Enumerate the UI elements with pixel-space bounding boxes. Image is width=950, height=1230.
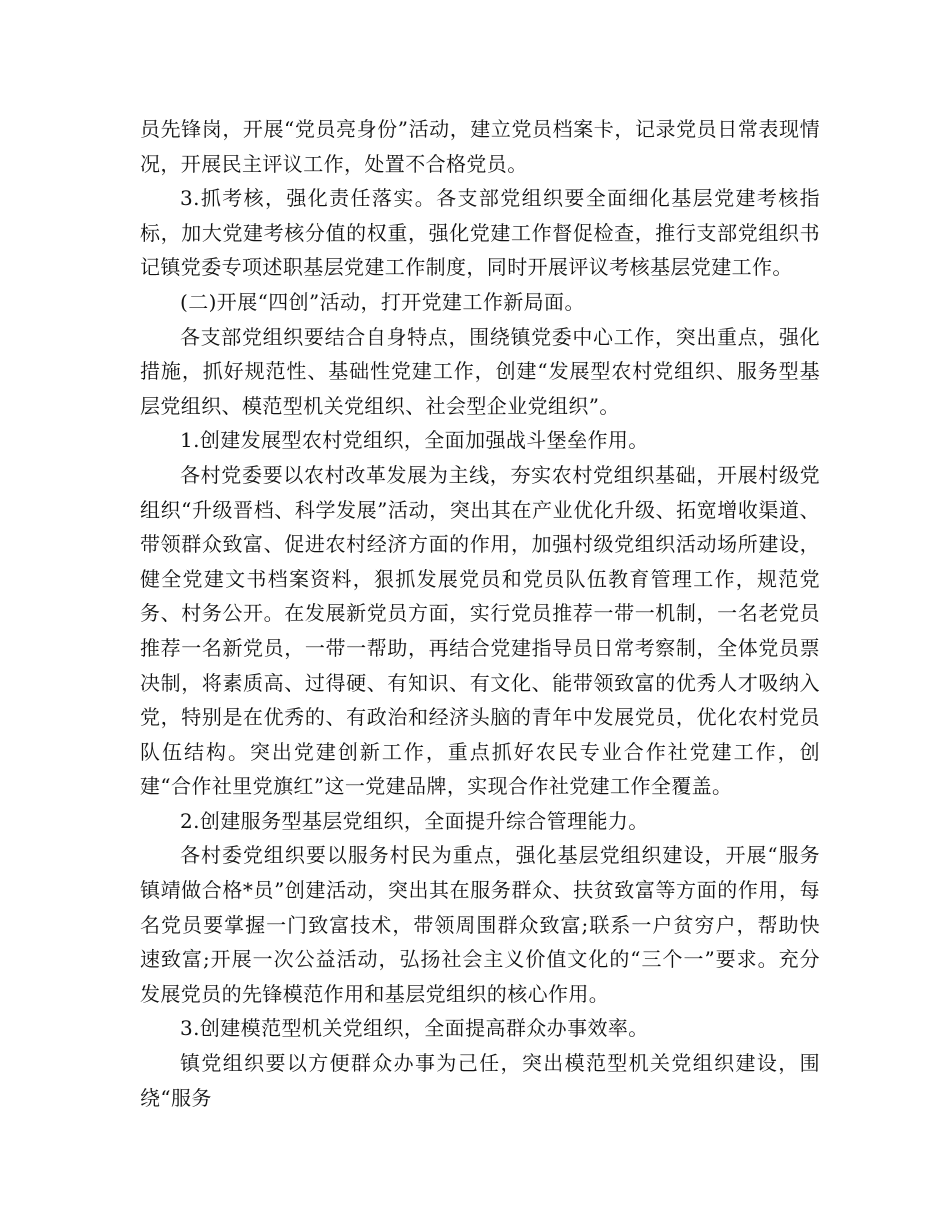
paragraph: 各村党委要以农村改革发展为主线，夯实农村党组织基础，开展村级党组织“升级晋档、科学发展”活动，突出其在产业优化升级、拓宽增收渠道、带领群众致富、促进农村经济方面的作用，加强村级党组织活动场所建设，健全党建文书档案资料，狠抓发展党员和党员队伍教育管理工作，规范党务、村务公开。在发展新党员方面，实行党员推荐一带一机制，一名老党员推荐一名新党员，一带一帮助，再结合党建指导员日常考察制，全体党员票决制，将素质高、过得硬、有知识、有文化、能带领致富的优秀人才吸纳入党，特别是在优秀的、有政治和经济头脑的青年中发展党员，优化农村党员队伍结构。突出党建创新工作，重点抓好农民专业合作社党建工作，创建“合作社里党旗红”这一党建品牌，实现合作社党建工作全覆盖。 [140,462,820,799]
subsection-heading: 3.创建模范型机关党组织，全面提高群众办事效率。 [180,1016,649,1041]
section-heading: (二)开展“四创”活动，打开党建工作新局面。 [180,289,585,314]
paragraph: 3.抓考核，强化责任落实。各支部党组织要全面细化基层党建考核指标，加大党建考核分值的权重，强化党建工作督促检查，推行支部党组织书记镇党委专项述职基层党建工作制度，同时开展评议考核基层党建工作。 [140,186,820,280]
paragraph: 各支部党组织要结合自身特点，围绕镇党委中心工作，突出重点，强化措施，抓好规范性、基础性党建工作，创建“发展型农村党组织、服务型基层党组织、模范型机关党组织、社会型企业党组织”。 [140,324,820,418]
paragraph: 各村委党组织要以服务村民为重点，强化基层党组织建设，开展“服务镇靖做合格*员”创建活动，突出其在服务群众、扶贫致富等方面的作用，每名党员要掌握一门致富技术，带领周围群众致富;联系一户贫穷户，帮助快速致富;开展一次公益活动，弘扬社会主义价值文化的“三个一”要求。充分发展党员的先锋模范作用和基层党组织的核心作用。 [140,843,820,1006]
paragraph: 镇党组织要以方便群众办事为己任，突出模范型机关党组织建设，围绕“服务 [140,1051,820,1110]
document-body [140,112,820,1115]
subsection-heading: 1.创建发展型农村党组织，全面加强战斗堡垒作用。 [180,428,649,453]
paragraph: 员先锋岗，开展“党员亮身份”活动，建立党员档案卡，记录党员日常表现情况，开展民主评议工作，处置不合格党员。 [140,117,820,176]
subsection-heading: 2.创建服务型基层党组织，全面提升综合管理能力。 [180,808,649,833]
